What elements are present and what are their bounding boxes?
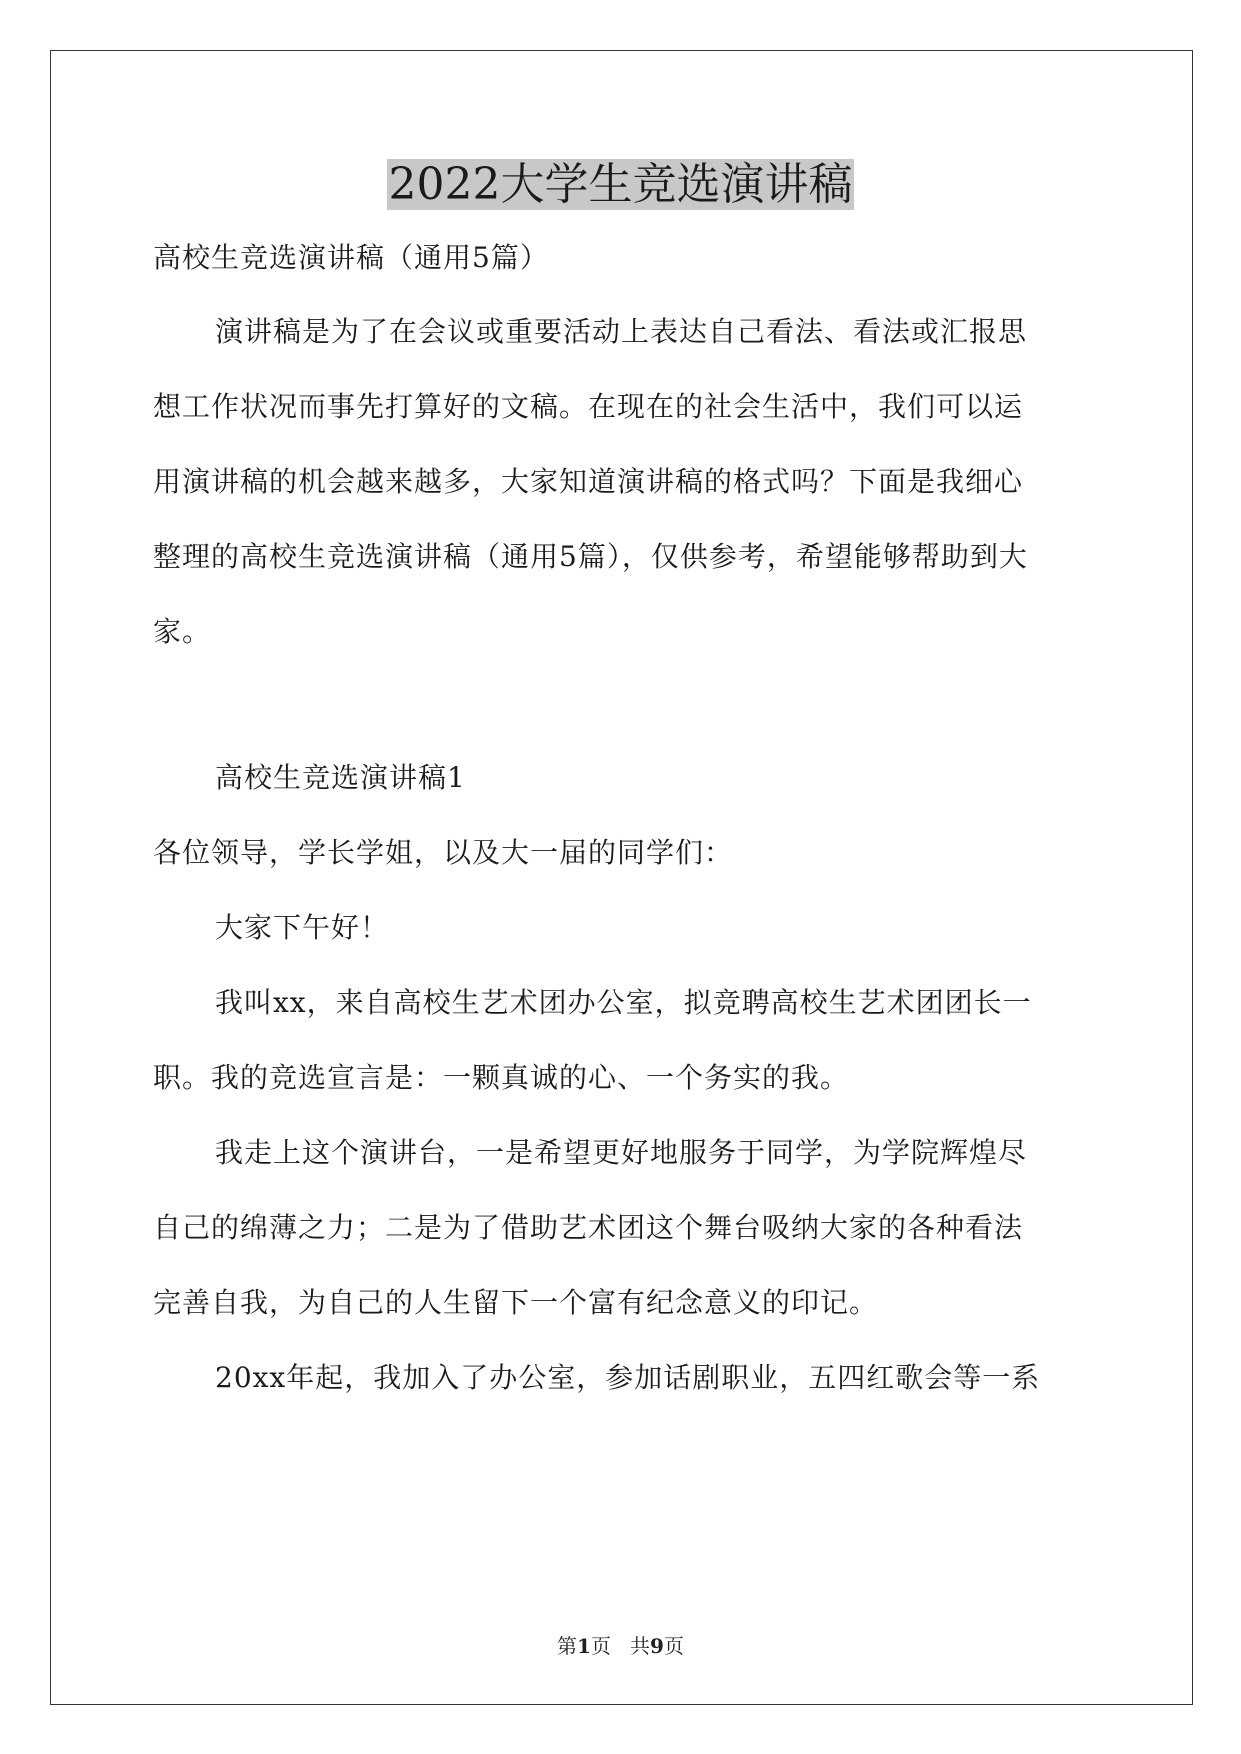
body-line: 我走上这个演讲台，一是希望更好地服务于同学，为学院辉煌尽 bbox=[215, 1136, 1028, 1169]
intro-line: 用演讲稿的机会越来越多，大家知道演讲稿的格式吗？下面是我细心 bbox=[153, 465, 1024, 498]
salutation: 各位领导，学长学姐，以及大一届的同学们： bbox=[153, 836, 734, 869]
intro-line: 家。 bbox=[153, 615, 212, 648]
document-subtitle: 高校生竞选演讲稿（通用5篇） bbox=[153, 241, 549, 274]
body-line: 自己的绵薄之力；二是为了借助艺术团这个舞台吸纳大家的各种看法 bbox=[153, 1211, 1024, 1244]
body-line: 20xx年起，我加入了办公室，参加话剧职业，五四红歌会等一系 bbox=[215, 1361, 1041, 1394]
intro-line: 想工作状况而事先打算好的文稿。在现在的社会生活中，我们可以运 bbox=[153, 390, 1024, 423]
document-title-text: 2022大学生竞选演讲稿 bbox=[388, 159, 853, 210]
body-line: 职。我的竞选宣言是：一颗真诚的心、一个务实的我。 bbox=[153, 1061, 850, 1094]
section-heading: 高校生竞选演讲稿1 bbox=[215, 761, 466, 794]
footer-total-suffix: 页 bbox=[663, 1634, 684, 1658]
page-border bbox=[50, 50, 1193, 1705]
page-footer bbox=[0, 1632, 1241, 1660]
footer-total-prefix: 共 bbox=[630, 1634, 651, 1658]
footer-page-prefix: 第 bbox=[557, 1634, 578, 1658]
body-line: 我叫xx，来自高校生艺术团办公室，拟竞聘高校生艺术团团长一 bbox=[215, 986, 1032, 1019]
intro-line: 演讲稿是为了在会议或重要活动上表达自己看法、看法或汇报思 bbox=[215, 315, 1028, 348]
footer-page-number: 1 bbox=[577, 1634, 591, 1658]
body-line: 完善自我，为自己的人生留下一个富有纪念意义的印记。 bbox=[153, 1286, 879, 1319]
intro-line: 整理的高校生竞选演讲稿（通用5篇），仅供参考，希望能够帮助到大 bbox=[153, 540, 1028, 573]
footer-total-pages: 9 bbox=[650, 1634, 664, 1658]
greeting: 大家下午好！ bbox=[215, 911, 390, 944]
footer-page-suffix: 页 bbox=[590, 1634, 611, 1658]
document-title bbox=[0, 157, 1241, 213]
